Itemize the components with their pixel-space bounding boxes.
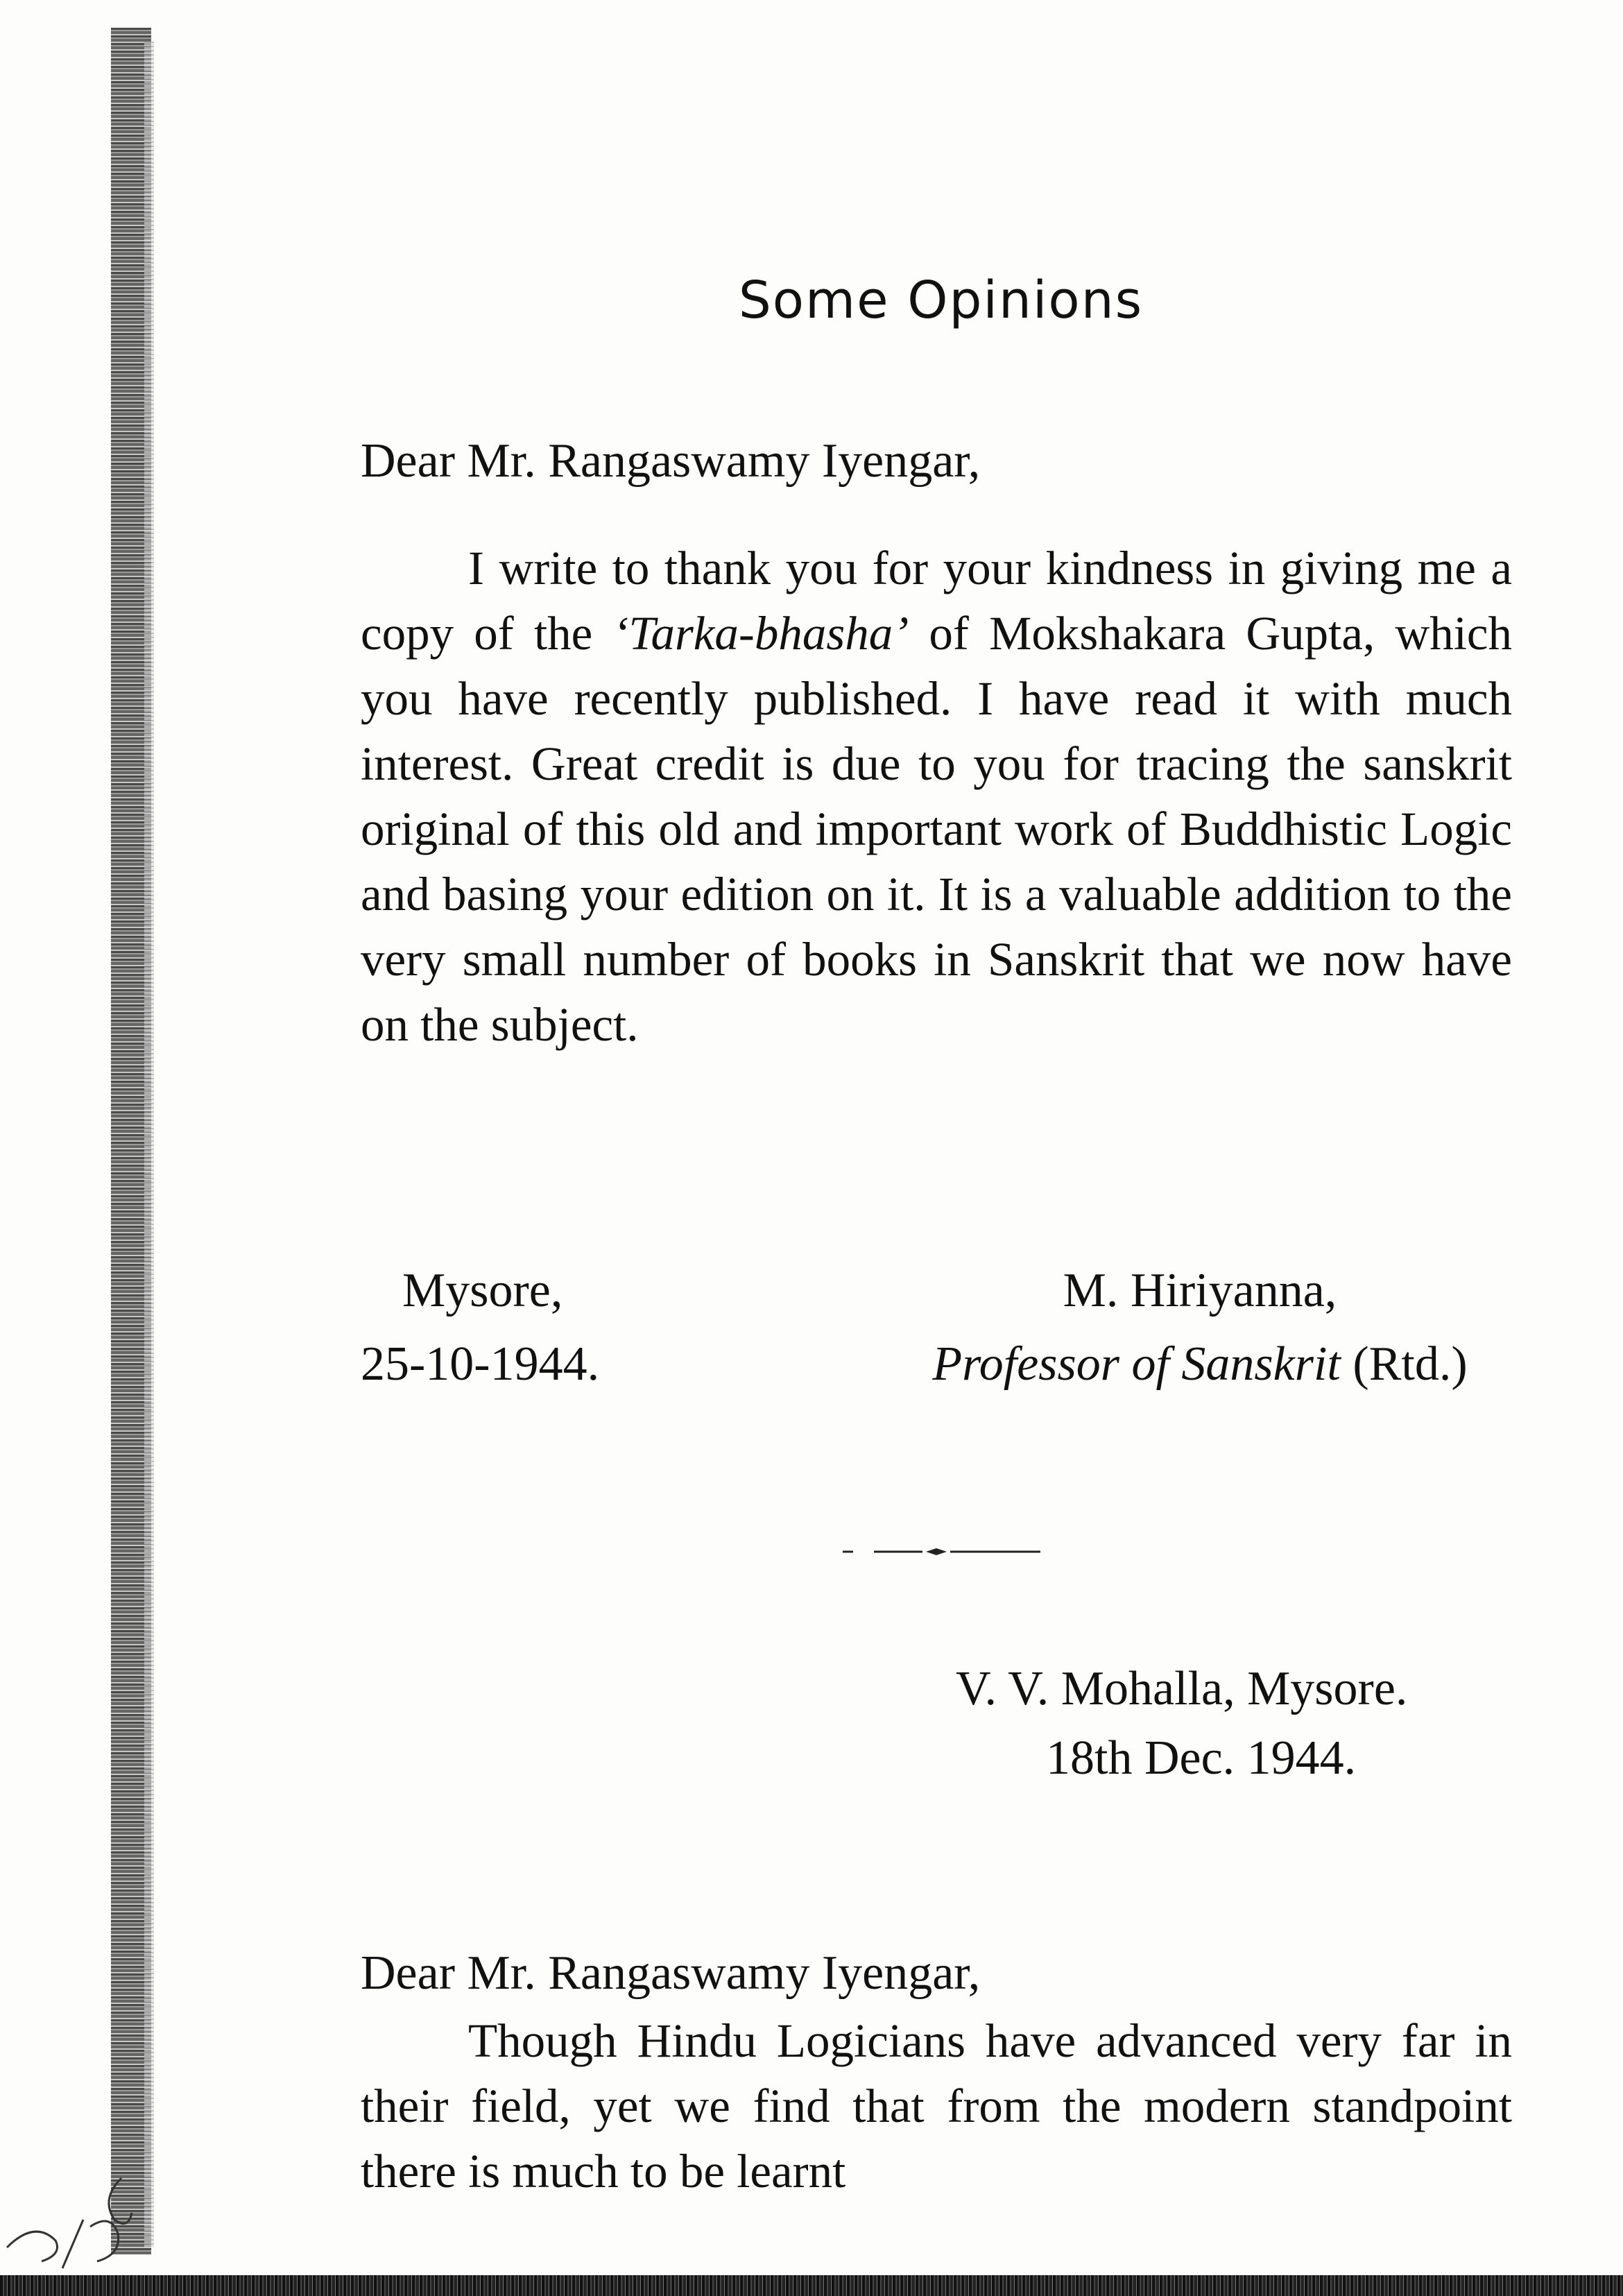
letter1-body-pre: I write to thank you for your kindness in giving me a copy of the <box>361 542 1512 660</box>
letter1-signature-block <box>881 1254 1519 1401</box>
letter1-designation: Professor of Sanskrit <box>932 1337 1341 1391</box>
letter2-address: V. V. Mohalla, Mysore. <box>956 1662 1408 1715</box>
section-divider-ornament <box>839 1548 1047 1555</box>
letter2-body: Though Hindu Logicians have advanced very far in their field, yet we find that from the modern standpoint there is much to be learnt <box>361 2014 1512 2198</box>
letter2-date: 18th Dec. 1944. <box>1046 1731 1357 1785</box>
letter1-place: Mysore, <box>402 1264 563 1317</box>
letter1-book-title: ‘Tarka-bhasha’ <box>612 607 909 660</box>
letter2-salutation: Dear Mr. Rangaswamy Iyengar, <box>361 1946 981 2000</box>
letter1-designation-line <box>881 1328 1519 1401</box>
scan-bottom-edge <box>0 2275 1623 2296</box>
letter1-place-date <box>361 1254 599 1401</box>
handwritten-margin-mark <box>0 2171 208 2275</box>
letter1-date: 25-10-1944. <box>361 1337 600 1391</box>
letter1-body <box>361 536 1512 1057</box>
letter1-body-post: of Mokshakara Gupta, which you have recently published. I have read it with much interest. Great credit is due to you for tracing the sanskrit original of this old and important work of Buddhistic Logic and basing your edition on it. It is a valuable addition to the very small number of books in Sanskrit that we now have on the subject. <box>361 607 1512 1051</box>
binding-edge-shadow <box>144 42 154 2247</box>
page-heading: Some Opinions <box>738 271 1144 330</box>
letter1-designation-suffix: (Rtd.) <box>1352 1337 1468 1391</box>
letter1-signatory: M. Hiriyanna, <box>1063 1264 1337 1317</box>
letter2-address-block <box>956 1654 1519 1793</box>
letter1-salutation: Dear Mr. Rangaswamy Iyengar, <box>361 434 981 488</box>
